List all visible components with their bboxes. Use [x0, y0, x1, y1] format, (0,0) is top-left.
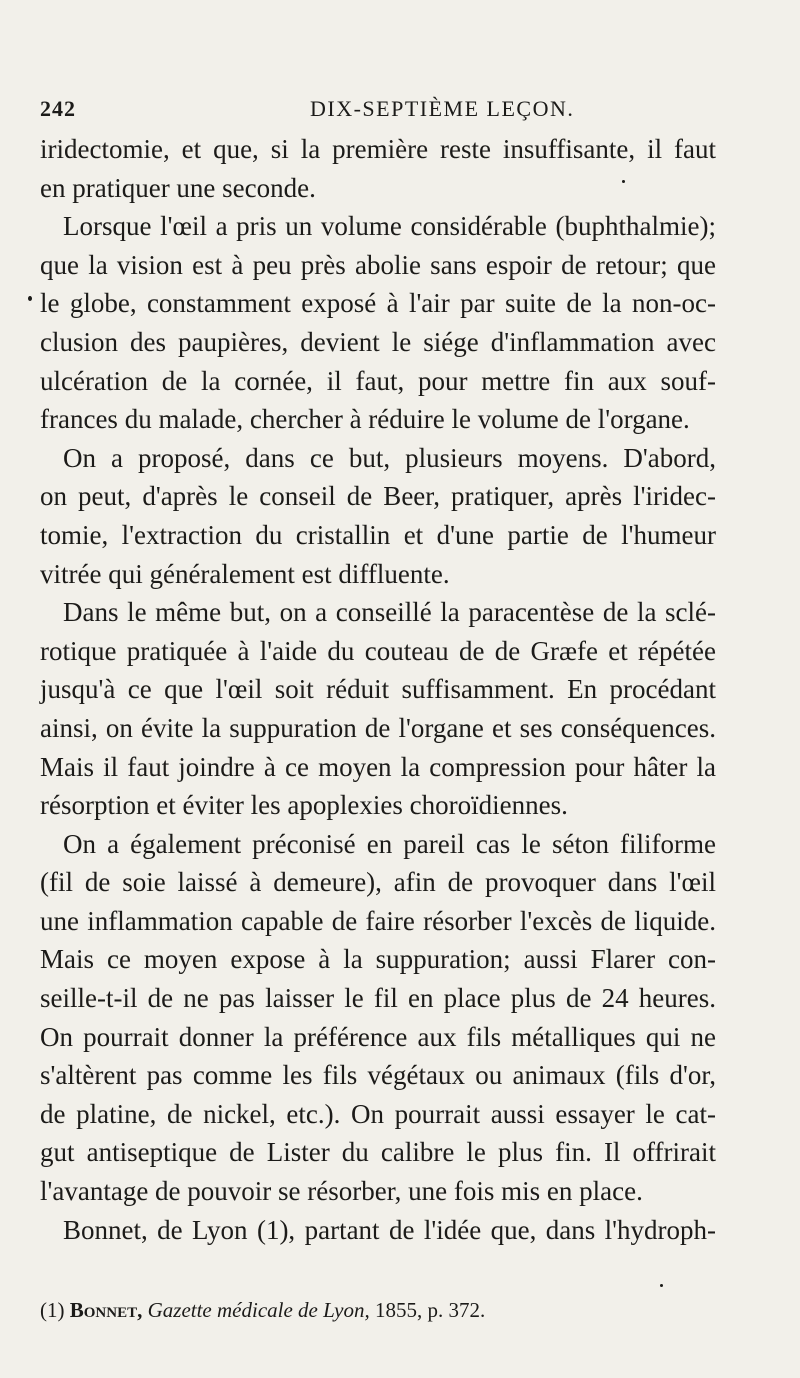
text-line: iridectomie, et que, si la première reste insuffisante, il faut	[40, 134, 716, 164]
text-line: on peut, d'après le conseil de Beer, pratiquer, après l'iridec-	[40, 481, 716, 512]
text-line: résorption et éviter les apoplexies choroïdiennes.	[40, 790, 568, 821]
text-line: que la vision est à peu près abolie sans espoir de retour; que	[40, 249, 716, 280]
text-line: tomie, l'extraction du cristallin et d'une partie de l'humeur	[40, 519, 716, 550]
footnote-journal: Gazette médicale de Lyon,	[147, 1298, 370, 1322]
text-line: l'avantage de pouvoir se résorber, une fois mis en place.	[40, 1176, 643, 1207]
print-speck	[660, 1284, 663, 1287]
print-speck	[622, 180, 625, 183]
text-line: frances du malade, chercher à réduire le volume de l'organe.	[40, 404, 690, 435]
text-line: On pourrait donner la préférence aux fils métalliques qui ne	[40, 1021, 716, 1052]
footnote	[40, 1298, 720, 1323]
footnote-citation: 1855, p. 372.	[375, 1298, 486, 1322]
text-line: une inflammation capable de faire résorber l'excès de liquide.	[40, 905, 716, 936]
text-line: Bonnet, de Lyon (1), partant de l'idée que, dans l'hydroph-	[63, 1214, 716, 1245]
text-line: ulcération de la cornée, il faut, pour mettre fin aux souf-	[40, 365, 716, 396]
text-line: ainsi, on évite la suppuration de l'organe et ses conséquences.	[40, 712, 716, 743]
text-line: jusqu'à ce que l'œil soit réduit suffisamment. En procédant	[40, 674, 716, 705]
page-header	[40, 96, 720, 126]
text-line: en pratiquer une seconde.	[40, 172, 316, 203]
running-head: DIX-SEPTIÈME LEÇON.	[310, 96, 575, 121]
print-speck	[28, 296, 32, 301]
text-line: Dans le même but, on a conseillé la paracentèse de la sclé-	[63, 597, 716, 628]
body-text	[40, 130, 716, 1249]
text-line: Mais il faut joindre à ce moyen la compression pour hâter la	[40, 751, 716, 782]
text-line: rotique pratiquée à l'aide du couteau de de Græfe et répétée	[40, 635, 716, 666]
text-line: gut antiseptique de Lister du calibre le plus fin. Il offrirait	[40, 1137, 716, 1168]
text-line: On a proposé, dans ce but, plusieurs moyens. D'abord,	[63, 442, 716, 473]
page-number: 242	[40, 96, 76, 121]
footnote-author: Bonnet,	[69, 1298, 143, 1322]
text-line: (fil de soie laissé à demeure), afin de provoquer dans l'œil	[40, 867, 716, 898]
text-line: Lorsque l'œil a pris un volume considérable (buphthalmie);	[63, 211, 716, 242]
text-line: Mais ce moyen expose à la suppuration; aussi Flarer con-	[40, 944, 716, 975]
text-line: vitrée qui généralement est diffluente.	[40, 558, 450, 589]
text-line: s'altèrent pas comme les fils végétaux ou animaux (fils d'or,	[40, 1060, 716, 1091]
text-line: clusion des paupières, devient le siége d'inflammation avec	[40, 326, 716, 357]
text-line: le globe, constamment exposé à l'air par suite de la non-oc-	[40, 288, 716, 319]
text-line: seille-t-il de ne pas laisser le fil en place plus de 24 heures.	[40, 983, 716, 1014]
text-line: de platine, de nickel, etc.). On pourrait aussi essayer le cat-	[40, 1098, 716, 1129]
text-line: On a également préconisé en pareil cas le séton filiforme	[63, 828, 716, 859]
footnote-marker: (1)	[40, 1298, 65, 1322]
